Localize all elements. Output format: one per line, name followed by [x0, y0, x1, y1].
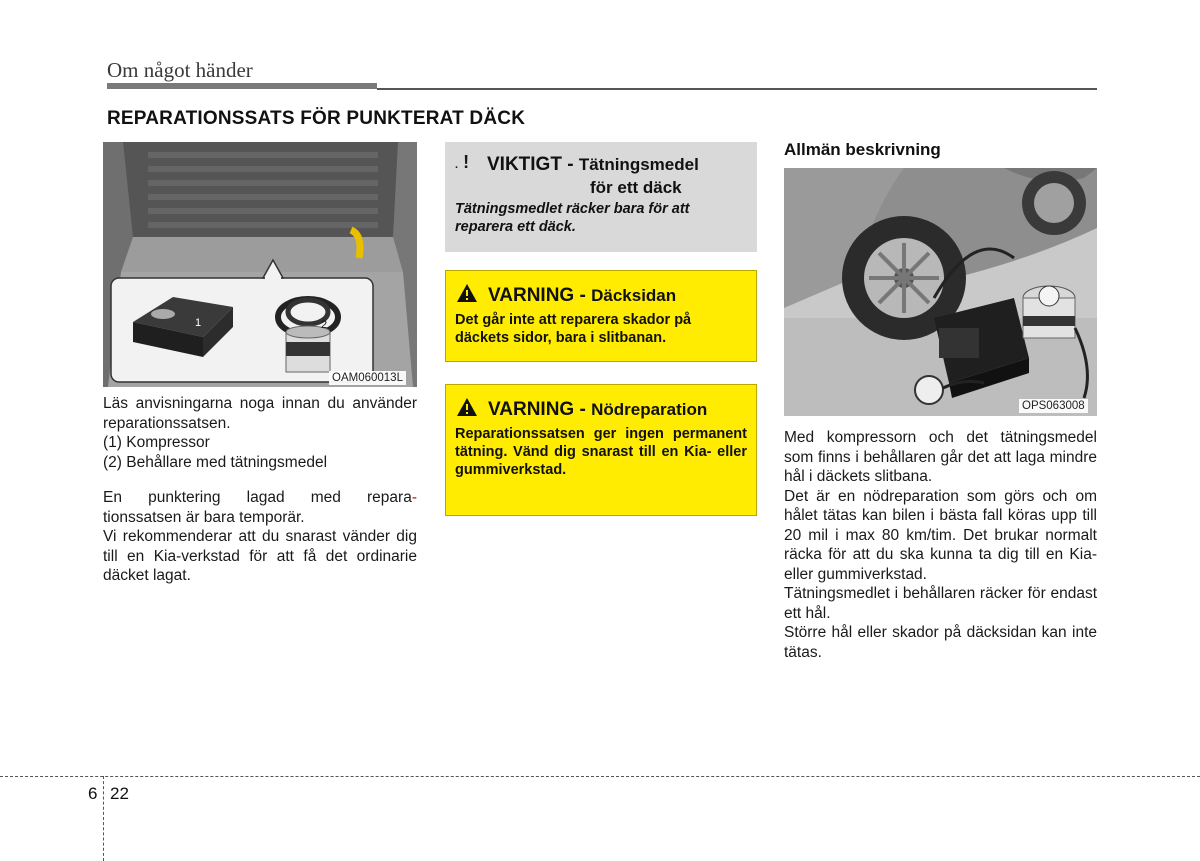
figure-code-right: OPS063008	[1019, 399, 1088, 413]
compressor-illustration	[784, 168, 1097, 416]
paragraph-intro: Läs anvisningarna noga innan du använder reparationssatsen.	[103, 395, 417, 432]
paragraph-temporary	[103, 488, 417, 508]
trunk-illustration	[103, 142, 417, 387]
paragraph-temporary-cont: tionssatsen är bara temporär.	[103, 508, 305, 526]
paragraph-one-hole: Tätningsmedlet i behållaren räcker för endast ett hål.	[784, 585, 1097, 622]
figure-marker-1: 1	[195, 317, 202, 329]
warning-heading-sidewall: VARNING - Däcksidan	[488, 285, 677, 306]
warning-body-sidewall: Det går inte att reparera skador på däckets sidor, bara i slitbanan.	[455, 312, 692, 346]
footer-divider	[103, 776, 104, 861]
right-column-text	[784, 428, 1097, 662]
important-body: Tätningsmedlet räcker bara för att reparera ett däck.	[455, 201, 690, 235]
important-heading: VIKTIGT - Tätningsmedel	[487, 154, 699, 175]
warning-box-emergency	[445, 384, 757, 516]
trunk-photo	[103, 142, 417, 387]
general-heading: Allmän beskrivning	[784, 140, 941, 159]
paragraph-description: Med kompressorn och det tätningsmedel som finns i behållaren går det att laga mindre hål i däckets slitbana.	[784, 429, 1097, 485]
hyphen-mark: -	[411, 489, 417, 506]
paragraph-large-holes: Större hål eller skador på däcksidan kan inte tätas.	[784, 624, 1097, 661]
figure-code-left: OAM060013L	[329, 371, 406, 385]
footer-rule	[0, 776, 1200, 777]
header-rule	[377, 88, 1097, 90]
header-bar	[107, 83, 377, 89]
figure-marker-2: 2	[321, 319, 328, 331]
important-heading-line2: för ett däck	[590, 178, 682, 197]
list-item-container: (2) Behållare med tätningsmedel	[103, 453, 328, 471]
important-box	[445, 142, 757, 252]
paragraph-recommend: Vi rekommenderar att du snarast vänder dig till en Kia-verkstad för att få det ordinarie däcket lagat.	[103, 528, 417, 584]
list-item-compressor: (1) Kompressor	[103, 434, 210, 451]
warning-body-emergency: Reparationssatsen ger ingen permanent tätning. Vänd dig snarast till en Kia- eller gummiverkstad.	[455, 426, 747, 478]
compressor-photo	[784, 168, 1097, 416]
page-number: 22	[110, 784, 129, 803]
paragraph-emergency: Det är en nödreparation som görs och om hålet tätas kan bilen i bästa fall köras upp till 20 mil i max 80 km/tim. Det brukar normalt räcka för att du ska kunna ta dig till en Kia- eller gummiverkstad.	[784, 487, 1097, 583]
left-column-text	[103, 394, 417, 586]
warning-icon	[456, 397, 478, 422]
warning-icon	[456, 283, 478, 308]
warning-box-sidewall	[445, 270, 757, 362]
chapter-number: 6	[88, 784, 98, 803]
section-title: REPARATIONSSATS FÖR PUNKTERAT DÄCK	[107, 108, 526, 129]
warning-heading-emergency: VARNING - Nödreparation	[488, 399, 708, 420]
important-icon: . !	[455, 152, 470, 172]
paragraph-temporary-part1: En punktering lagad med repara	[103, 489, 412, 506]
chapter-title: Om något händer	[107, 58, 253, 82]
